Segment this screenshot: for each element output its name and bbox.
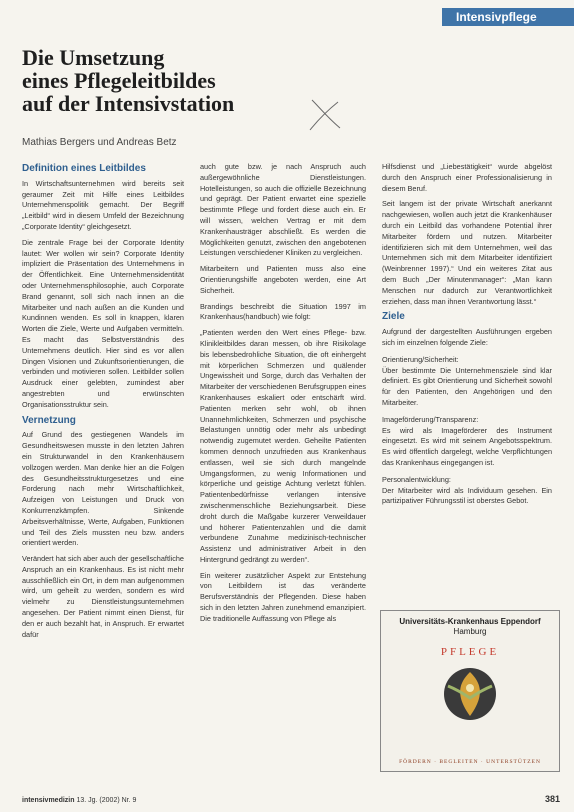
paragraph: Aufgrund der dargestellten Ausführungen ergeben sich im einzelnen folgende Ziele: (382, 327, 552, 347)
pflege-logo-box (380, 610, 560, 772)
paragraph: Mitarbeitern und Patienten muss also eine Orientierungshilfe angeboten werden, eine Art Sicherheit. (200, 264, 366, 295)
goal-title-orientation: Orientierung/Sicherheit: (382, 354, 459, 364)
article-authors: Mathias Bergers und Andreas Betz (22, 137, 177, 148)
title-line-1: Die Umsetzung (22, 45, 165, 70)
heading-vernetzung: Vernetzung (22, 414, 76, 426)
heading-ziele: Ziele (382, 311, 405, 323)
page-footer (22, 797, 136, 804)
logo-institution: Universitäts-Krankenhaus Eppendorf (399, 617, 541, 626)
quote-paragraph: „Patienten werden den Wert eines Pflege- bzw. Klinikleitbildes daran messen, ob ihre Risikolage bis lebensbedrohliche Situation, die oft einhergeht mit körperlichen Schmerzen und quälender Ungewissheit und Sorge, durch das Verhalten der Mitarbeiter der verschiedenen Berufsgruppen eines Krankenhauses eskaliert oder entschärft wird. Patienten merken sehr wohl, ob ihnen Unannehmlichkeiten, Schmerzen und psychische Belastungen unnötig oder mehr als unbedingt notwendig zugemutet werden. Geheilte Patienten kommen dennoch unzufrieden aus Krankenhaus entlassen, weil sie sich durch mangelnde Umgangsformen, zu wenig Informationen und körperliche und geistige Achtung verletzt fühlen. Patientenbedürfnisse verlangen intensive zwischenmenschliche Beziehungsarbeit. Diese droht durch die Maßgabe kurzerer Verweildauer und höherer Patientenzahlen und die damit verbundene Zunahme medizinisch-technischer Assistenz und administrativer Arbeit in den Hintergrund gedrängt zu werden“. (200, 328, 366, 564)
title-line-3: auf der Intensivstation (22, 91, 235, 116)
paragraph: Über bestimmte Die Unternehmensziele sind klar definiert. Es gibt Orientierung und Sicherheit sowohl für den Patienten, den Angehörigen und den Mitarbeiter. (382, 365, 552, 407)
logo-motto: FÖRDERN · BEGLEITEN · UNTERSTÜTZEN (399, 759, 541, 765)
goal-title-personnel: Personalentwicklung: (382, 474, 451, 484)
text-column-2 (200, 162, 366, 630)
paragraph: Seit langem ist der private Wirtschaft anerkannt nachgewiesen, wollen auch jetzt die Krankenhäuser durch ein Leitbild das vorhandene Potential ihrer Mitarbeiter fördern und nutzen. Mitarbeiter identifizieren sich mit dem Unternehmen, weil das Unternehmen sich mit dem Mitarbeiter identifiziert (Weinbrenner 1997).“ Und ein weiteres Zitat aus dem Buch „Der Minutenmanager“: „Man kann Menschen nur dadurch zur Verantwortlichkeit erziehen, dass man ihnen Verantwortung lässt.“ (382, 199, 552, 306)
paragraph: Der Mitarbeiter wird als Individuum gesehen. Ein partizipativer Führungsstil ist oberstes Gebot. (382, 485, 552, 506)
logo-word: PFLEGE (440, 646, 500, 658)
text-column-1 (22, 162, 184, 645)
paragraph: Brandings beschreibt die Situation 1997 im Krankenhaus(handbuch) wie folgt: (200, 301, 366, 322)
journal-name: intensivmedizin (22, 797, 75, 804)
pflege-emblem-icon (440, 664, 500, 722)
heading-definition: Definition eines Leitbildes (22, 163, 146, 174)
paragraph: In Wirtschaftsunternehmen wird bereits seit geraumer Zeit mit Hilfe eines Leitbildes Unternehmenspolitik gemacht. Der Begriff „Leitbild“ wird in diesem Umfeld der Bezeichnung „Corporate Identity“ gleichgesetzt. (22, 178, 184, 231)
article-title (22, 46, 352, 115)
handwritten-x-mark (306, 96, 346, 134)
title-line-2: eines Pflegeleitbildes (22, 68, 216, 93)
paragraph: Verändert hat sich aber auch der gesellschaftliche Anspruch an ein Krankenhaus. Es ist nicht mehr ausschließlich ein Ort, in dem man aufgenommen wird, um geheilt zu werden, sondern es wird vielmehr zu Dienstleistungsunternehmen angesehen. Der Patient nimmt einen Dienst, für den er auch bezahlt hat, in Anspruch. Er erwartet dafür (22, 554, 184, 639)
paragraph: Auf Grund des gestiegenen Wandels im Gesundheitswesen musste in den letzten Jahren ein Strukturwandel in den Krankenhäusern vollzogen werden. Man denke hier an die Folgen des Gesundheitsstrukturgesetzes und eine Forderung nach mehr Wirtschaftlichkeit, Aufzeigen von Leistungen und Druck von Konkurrenzkämpfen. Sinkende Arbeitsverhältnisse, Werte, Aufgaben, Funktionen und Teil des Ziels mussten neu bzw. anders orientiert werden. (22, 430, 184, 548)
paragraph: Ein weiterer zusätzlicher Aspekt zur Entstehung von Leitbildern ist das veränderte Berufsverständnis der Pflegenden. Diese haben sich in den letzten Jahren zunehmend emanzipiert. Die traditionelle Auffassung von Pflege als (200, 570, 366, 623)
page-number: 381 (544, 794, 560, 804)
paragraph: auch gute bzw. je nach Anspruch auch außergewöhnliche Dienstleistungen. Hotelleistungen, so auch die offizielle Bezeichnung und geprägt. Der Patient erwartet eine spezielle bestimmte Pflege und fordert diese auch ein. Er will wissen, welchen Vertrag er mit dem Krankenhausträger abschließt. Es werden die Möglichkeiten genutzt, zwischen den angebotenen Leistungen verschiedener Kliniken zu vergleichen. (200, 162, 366, 258)
paragraph: Die zentrale Frage bei der Corporate Identity lautet: Wer wollen wir sein? Corporate Identity impliziert die Präsentation des Unternehmens in der Öffentlichkeit. Eine Unternehmensidentität oder Unternehmensphilosophie, auch Corporate Brand genannt, soll sich nach innen an die Mitarbeiter und nach außen an die Kunden und Kundinnen wenden. Es soll in knappen, klaren Worten die Ziele, Werte und Aufgaben vermitteln. Es macht das Selbstverständnis des Unternehmens deutlich. Hier sind es vor allen Dingen Visionen und Zukunftsorientierungen, die verbinden und motivieren sollen. Leitbilder sollen Ausdruck einer gelebten, zumindest aber angestrebten und erwünschten Organisationsstruktur sein. (22, 237, 184, 409)
logo-city: Hamburg (453, 627, 487, 636)
paragraph: Hilfsdienst und „Liebestätigkeit“ wurde abgelöst durch den Anspruch einer Professionalisierung in diesem Beruf. (382, 162, 552, 193)
text-column-3 (382, 162, 552, 512)
section-tab: Intensivpflege (442, 8, 574, 26)
paragraph: Es wird als Imageförderer des Instrument eingesetzt. Es wird mit seinem Angebotsspektrum. Es wird öffentlich dargelegt, welche Verpflichtungen das Krankenhaus eingegangen ist. (382, 425, 552, 467)
goal-title-image: Imageförderung/Transparenz: (382, 414, 479, 424)
journal-issue: 13. Jg. (2002) Nr. 9 (76, 797, 137, 804)
